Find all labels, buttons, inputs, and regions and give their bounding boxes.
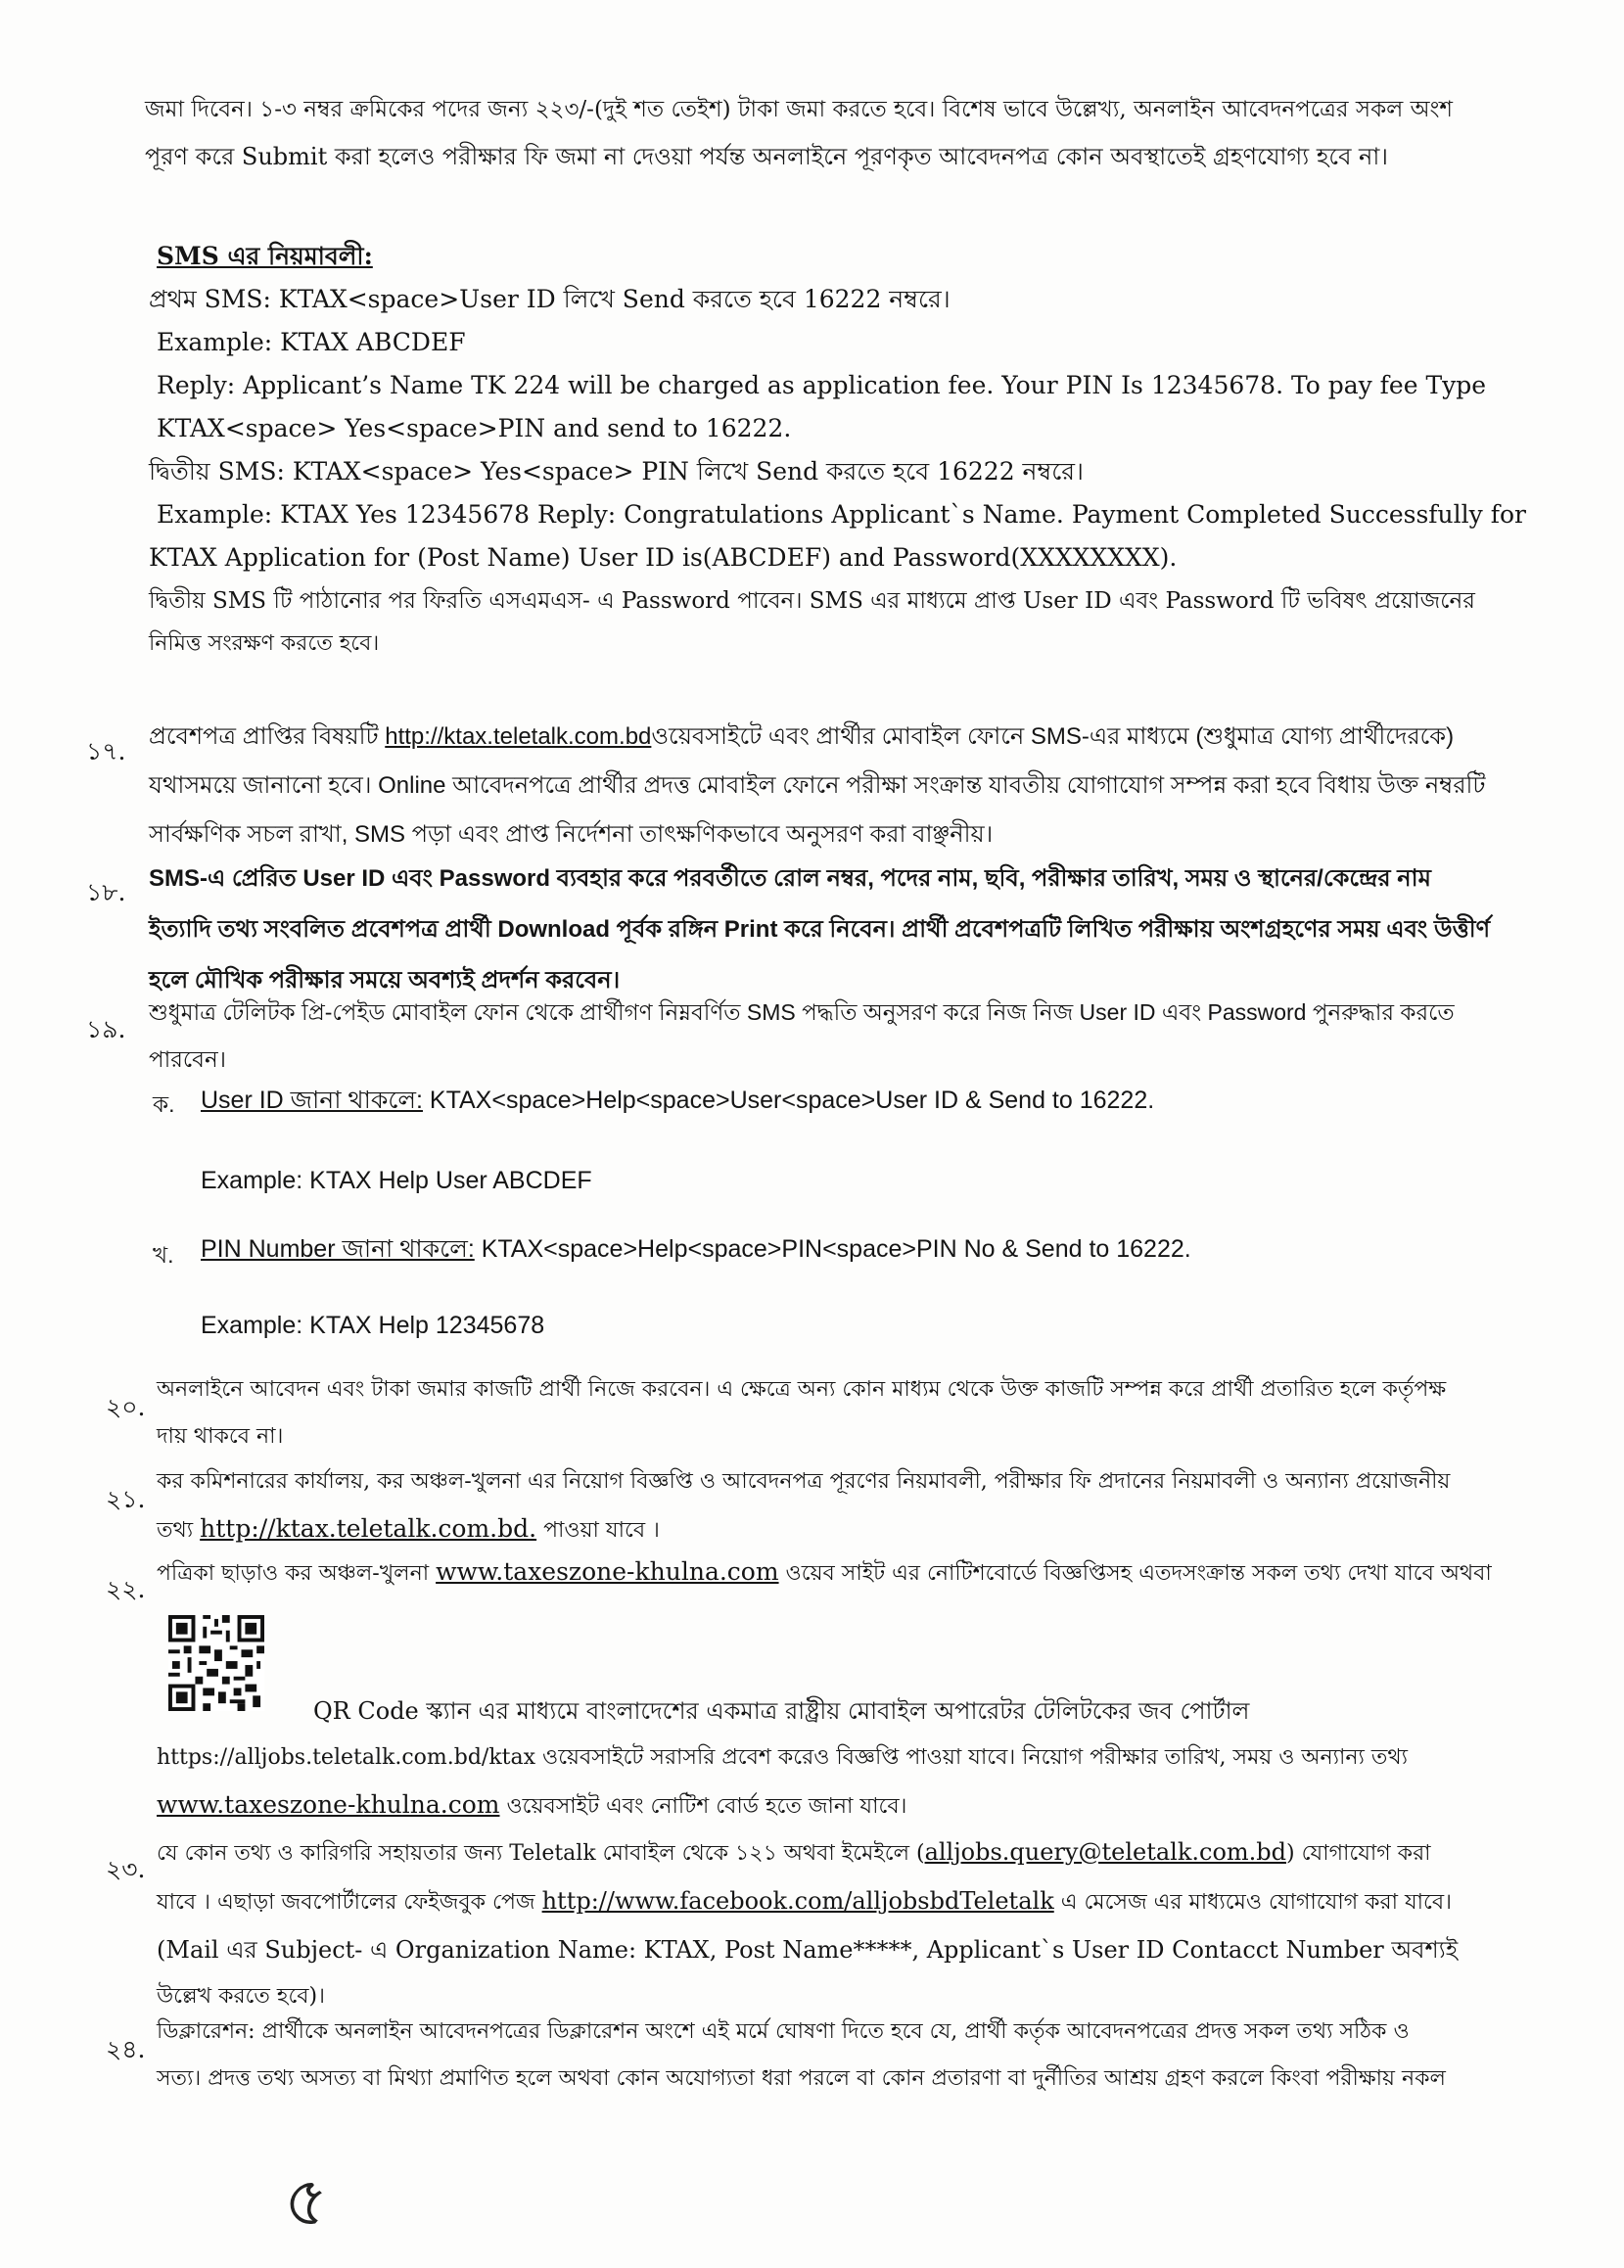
item-number-22: ২২. — [106, 1575, 146, 1603]
item-19: শুধুমাত্র টেলিটক প্রি-পেইড মোবাইল ফোন থেকে প্রার্থীগণ নিম্নবর্ণিত SMS পদ্ধতি অনুসরণ করে নিজ নিজ User ID এবং Password পুনরুদ্ধার করতে পারবেন। — [149, 999, 1455, 1072]
item-number-23: ২৩. — [106, 1855, 146, 1883]
item-22-continued: QR Code স্ক্যান এর মাধ্যমে বাংলাদেশের একমাত্র রাষ্ট্রীয় মোবাইল অপারেটর টেলিটকের জব পোর্টাল https://alljobs.teletalk.com.bd/ktax ওয়েবসাইটে সরাসরি প্রবেশ করেও বিজ্ঞপ্তি পাওয়া যাবে। নিয়োগ পরীক্ষার তারিখ, সময় ও অন্যান্য তথ্য www.taxeszone-khulna.com ওয়েবসাইট এবং নোটিশ বোর্ড হতে জানা যাবে। — [157, 1697, 1409, 1819]
item-18: SMS-এ প্রেরিত User ID এবং Password ব্যবহার করে পরবর্তীতে রোল নম্বর, পদের নাম, ছবি, পরীক্ষার তারিখ, সময় ও স্থানের/কেন্দ্রের নাম ইত্যাদি তথ্য সংবলিত প্রবেশপত্র প্রার্থী Download পূর্বক রঙ্গিন Print করে নিবেন। প্রার্থী প্রবেশপত্রটি লিখিত পরীক্ষায় অংশগ্রহণের সময় এবং উত্তীর্ণ হলে মৌখিক পরীক্ষার সময়ে অবশ্যই প্রদর্শন করবেন। — [149, 865, 1491, 994]
item-24: ডিক্লারেশন: প্রার্থীকে অনলাইন আবেদনপত্রের ডিক্লারেশন অংশে এই মর্মে ঘোষণা দিতে হবে যে, প্রার্থী কর্তৃক আবেদনপত্রের প্রদত্ত সকল তথ্য সঠিক ও সত্য। প্রদত্ত তথ্য অসত্য বা মিথ্যা প্রমাণিত হলে অথবা কোন অযোগ্যতা ধরা পরলে বা কোন প্রতারণা বা দুর্নীতির আশ্রয় গ্রহণ করলে কিংবা পরীক্ষায় নকল — [157, 2019, 1446, 2091]
item-19-kha-example: Example: KTAX Help 12345678 — [201, 1312, 545, 1339]
item-number-24: ২৪. — [106, 2035, 146, 2063]
sms-rules-section: SMS এর নিয়মাবলী: প্রথম SMS: KTAX<space>User ID লিখে Send করতে হবে 16222 নম্বরে। Example: KTAX ABCDEF Reply: Applicant’s Name TK 224 will be charged as application fee. Your PIN Is 12345678. To pay fee Type KTAX<space> Yes<space>PIN and send to 16222. দ্বিতীয় SMS: KTAX<space> Yes<space> PIN লিখে Send করতে হবে 16222 নম্বরে। Example: KTAX Yes 12345678 Reply: Congratulations Applicant`s Name. Payment Completed Successfully for KTAX Application for (Post Name) User ID is(ABCDEF) and Password(XXXXXXXX). দ্বিতীয় SMS টি পাঠানোর পর ফিরতি এসএমএস- এ Password পাবেন। SMS এর মাধ্যমে প্রাপ্ত User ID এবং Password টি ভবিষৎ প্রয়োজনের নিমিত্ত সংরক্ষণ করতে হবে। — [149, 235, 1526, 666]
item-number-19: ১৯. — [86, 1015, 126, 1043]
item-number-21: ২১. — [106, 1485, 146, 1513]
item-20: অনলাইনে আবেদন এবং টাকা জমার কাজটি প্রার্থী নিজে করবেন। এ ক্ষেত্রে অন্য কোন মাধ্যম থেকে উক্ত কাজটি সম্পন্ন করে প্রার্থী প্রতারিত হলে কর্তৃপক্ষ দায় থাকবে না। — [157, 1377, 1447, 1449]
item-19-ka-example: Example: KTAX Help User ABCDEF — [201, 1167, 592, 1194]
document-page: জমা দিবেন। ১-৩ নম্বর ক্রমিকের পদের জন্য ২২৩/-(দুই শত তেইশ) টাকা জমা করতে হবে। বিশেষ ভাবে উল্লেখ্য, অনলাইন আবেদনপত্রের সকল অংশ পূরণ করে Submit করা হলেও পরীক্ষার ফি জমা না দেওয়া পর্যন্ত অনলাইনে পূরণকৃত আবেদনপত্র কোন অবস্থাতেই গ্রহণযোগ্য হবে না। SMS এর নিয়মাবলী: প্রথম SMS: KTAX<space>User ID লিখে Send করতে হবে 16222 নম্বরে। Example: KTAX ABCDEF Reply: Applicant’s Name TK 224 will be charged as application fee. Your PIN Is 12345678. To pay fee Type KTAX<space> Yes<space>PIN and send to 16222. দ্বিতীয় SMS: KTAX<space> Yes<space> PIN লিখে Send করতে হবে 16222 নম্বরে। Example: KTAX Yes 12345678 Reply: Congratulations Applicant`s Name. Payment Completed Successfully for KTAX Application for (Post Name) User ID is(ABCDEF) and Password(XXXXXXXX). দ্বিতীয় SMS টি পাঠানোর পর ফিরতি এসএমএস- এ Password পাবেন। SMS এর মাধ্যমে প্রাপ্ত User ID এবং Password টি ভবিষৎ প্রয়োজনের নিমিত্ত সংরক্ষণ করতে হবে। ১৭. প্রবেশপত্র প্রাপ্তির বিষয়টি http://ktax.teletalk.com.bdওয়েবসাইটে এবং প্রার্থীর মোবাইল ফোনে SMS-এর মাধ্যমে (শুধুমাত্র যোগ্য প্রার্থীদেরকে) যথাসময়ে জানানো হবে। Online আবেদনপত্রে প্রার্থীর প্রদত্ত মোবাইল ফোনে পরীক্ষা সংক্রান্ত যাবতীয় যোগাযোগ সম্পন্ন করা হবে বিধায় উক্ত নম্বরটি সার্বক্ষণিক সচল রাখা, SMS পড়া এবং প্রাপ্ত নির্দেশনা তাৎক্ষণিকভাবে অনুসরণ করা বাঞ্ছনীয়। ১৮. SMS-এ প্রেরিত User ID এবং Password ব্যবহার করে পরবর্তীতে রোল নম্বর, পদের নাম, ছবি, পরীক্ষার তারিখ, সময় ও স্থানের/কেন্দ্রের নাম ইত্যাদি তথ্য সংবলিত প্রবেশপত্র প্রার্থী Download পূর্বক রঙ্গিন Print করে নিবেন। প্রার্থী প্রবেশপত্রটি লিখিত পরীক্ষায় অংশগ্রহণের সময় এবং উত্তীর্ণ হলে মৌখিক পরীক্ষার সময়ে অবশ্যই প্রদর্শন করবেন। ১৯. শুধুমাত্র টেলিটক প্রি-পেইড মোবাইল ফোন থেকে প্রার্থীগণ নিম্নবর্ণিত SMS পদ্ধতি অনুসরণ করে নিজ নিজ User ID এবং Password পুনরুদ্ধার করতে পারবেন। ক. User ID জানা থাকলে: KTAX<space>Help<space>User<space>User ID & Send to 16222. Example: KTAX Help User ABCDEF খ. PIN Number জানা থাকলে: KTAX<space>Help<space>PIN<space>PIN No & Send to 16222. Example: KTAX Help 12345678 ২০. অনলাইনে আবেদন এবং টাকা জমার কাজটি প্রার্থী নিজে করবেন। এ ক্ষেত্রে অন্য কোন মাধ্যম থেকে উক্ত কাজটি সম্পন্ন করে প্রার্থী প্রতারিত হলে কর্তৃপক্ষ দায় থাকবে না। ২১. কর কমিশনারের কার্যালয়, কর অঞ্চল-খুলনা এর নিয়োগ বিজ্ঞপ্তি ও আবেদনপত্র পূরণের নিয়মাবলী, পরীক্ষার ফি প্রদানের নিয়মাবলী ও অন্যান্য প্রয়োজনীয় তথ্য http://ktax.teletalk.com.bd. পাওয়া যাবে । ২২. পত্রিকা ছাড়াও কর অঞ্চল-খুলনা www.taxeszone-khulna.com ওয়েব সাইট এর নোটিশবোর্ডে বিজ্ঞপ্তিসহ এতদসংক্রান্ত সকল তথ্য দেখা যাবে অথবা QR Code স্ক্যান এর মাধ্যমে বাংলাদেশের একমাত্র রাষ্ট্রীয় মোবাইল অপারেটর টেলিটকের জব পোর্টাল https://alljobs.teletalk.com.bd/ktax ওয়েবসাইটে সরাসরি প্রবেশ করেও বিজ্ঞপ্তি পাওয়া যাবে। নিয়োগ পরীক্ষার তারিখ, সময় ও অন্যান্য তথ্য www.taxeszone-khulna.com ওয়েবসাইট এবং নোটিশ বোর্ড হতে জানা যাবে। ২৩. যে কোন তথ্য ও কারিগরি সহায়তার জন্য Teletalk মোবাইল থেকে ১২১ অথবা ইমেইলে (alljobs.query@teletalk.com.bd) যোগাযোগ করা যাবে । এছাড়া জবপোর্টালের ফেইজবুক পেজ http://www.facebook.com/alljobsbdTeletalk এ মেসেজ এর মাধ্যমেও যোগাযোগ করা যাবে। (Mail এর Subject- এ Organization Name: KTAX, Post Name*****, Applicant`s User ID Contacct Number অবশ্যই উল্লেখ করতে হবে)। ২৪. ডিক্লারেশন: প্রার্থীকে অনলাইন আবেদনপত্রের ডিক্লারেশন অংশে এই মর্মে ঘোষণা দিতে হবে যে, প্রার্থী কর্তৃক আবেদনপত্রের প্রদত্ত সকল তথ্য সঠিক ও সত্য। প্রদত্ত তথ্য অসত্য বা মিথ্যা প্রমাণিত হলে অথবা কোন অযোগ্যতা ধরা পরলে বা কোন প্রতারণা বা দুর্নীতির আশ্রয় গ্রহণ করলে কিংবা পরীক্ষায় নকল ৫ — [0, 0, 1624, 2268]
intro-paragraph: জমা দিবেন। ১-৩ নম্বর ক্রমিকের পদের জন্য ২২৩/-(দুই শত তেইশ) টাকা জমা করতে হবে। বিশেষ ভাবে উল্লেখ্য, অনলাইন আবেদনপত্রের সকল অংশ পূরণ করে Submit করা হলেও পরীক্ষার ফি জমা না দেওয়া পর্যন্ত অনলাইনে পূরণকৃত আবেদনপত্র কোন অবস্থাতেই গ্রহণযোগ্য হবে না। — [145, 97, 1454, 170]
item-number-17: ১৭. — [86, 737, 126, 765]
taxeszone-link-2[interactable]: www.taxeszone-khulna.com — [157, 1790, 500, 1819]
sms-rules-heading: SMS এর নিয়মাবলী: — [157, 242, 373, 270]
facebook-page-link[interactable]: http://www.facebook.com/alljobsbdTeletalk — [541, 1887, 1054, 1915]
item-number-18: ১৮. — [86, 878, 126, 906]
page-number: ৫ — [284, 2161, 329, 2242]
ktax-link-2[interactable]: http://ktax.teletalk.com.bd. — [200, 1514, 537, 1543]
item-22: পত্রিকা ছাড়াও কর অঞ্চল-খুলনা www.taxeszone-khulna.com ওয়েব সাইট এর নোটিশবোর্ডে বিজ্ঞপ্তিসহ এতদসংক্রান্ত সকল তথ্য দেখা যাবে অথবা — [157, 1557, 1492, 1586]
support-email-link[interactable]: alljobs.query@teletalk.com.bd — [924, 1838, 1287, 1866]
item-number-20: ২০. — [106, 1393, 146, 1421]
taxeszone-link[interactable]: www.taxeszone-khulna.com — [436, 1557, 779, 1586]
item-21: কর কমিশনারের কার্যালয়, কর অঞ্চল-খুলনা এর নিয়োগ বিজ্ঞপ্তি ও আবেদনপত্র পূরণের নিয়মাবলী, পরীক্ষার ফি প্রদানের নিয়মাবলী ও অন্যান্য প্রয়োজনীয় তথ্য http://ktax.teletalk.com.bd. পাওয়া যাবে । — [157, 1469, 1451, 1543]
item-19-ka: User ID জানা থাকলে: KTAX<space>Help<space>User<space>User ID & Send to 16222. — [201, 1087, 1155, 1114]
item-17: প্রবেশপত্র প্রাপ্তির বিষয়টি http://ktax.teletalk.com.bdওয়েবসাইটে এবং প্রার্থীর মোবাইল ফোনে SMS-এর মাধ্যমে (শুধুমাত্র যোগ্য প্রার্থীদেরকে) যথাসময়ে জানানো হবে। Online আবেদনপত্রে প্রার্থীর প্রদত্ত মোবাইল ফোনে পরীক্ষা সংক্রান্ত যাবতীয় যোগাযোগ সম্পন্ন করা হবে বিধায় উক্ত নম্বরটি সার্বক্ষণিক সচল রাখা, SMS পড়া এবং প্রাপ্ত নির্দেশনা তাৎক্ষণিকভাবে অনুসরণ করা বাঞ্ছনীয়। — [149, 723, 1486, 848]
item-19-kha: PIN Number জানা থাকলে: KTAX<space>Help<space>PIN<space>PIN No & Send to 16222. — [201, 1235, 1191, 1263]
ktax-link[interactable]: http://ktax.teletalk.com.bd — [385, 723, 652, 750]
item-23: যে কোন তথ্য ও কারিগরি সহায়তার জন্য Teletalk মোবাইল থেকে ১২১ অথবা ইমেইলে (alljobs.query@teletalk.com.bd) যোগাযোগ করা যাবে । এছাড়া জবপোর্টালের ফেইজবুক পেজ http://www.facebook.com/alljobsbdTeletalk এ মেসেজ এর মাধ্যমেও যোগাযোগ করা যাবে। (Mail এর Subject- এ Organization Name: KTAX, Post Name*****, Applicant`s User ID Contacct Number অবশ্যই উল্লেখ করতে হবে)। — [157, 1838, 1459, 2009]
